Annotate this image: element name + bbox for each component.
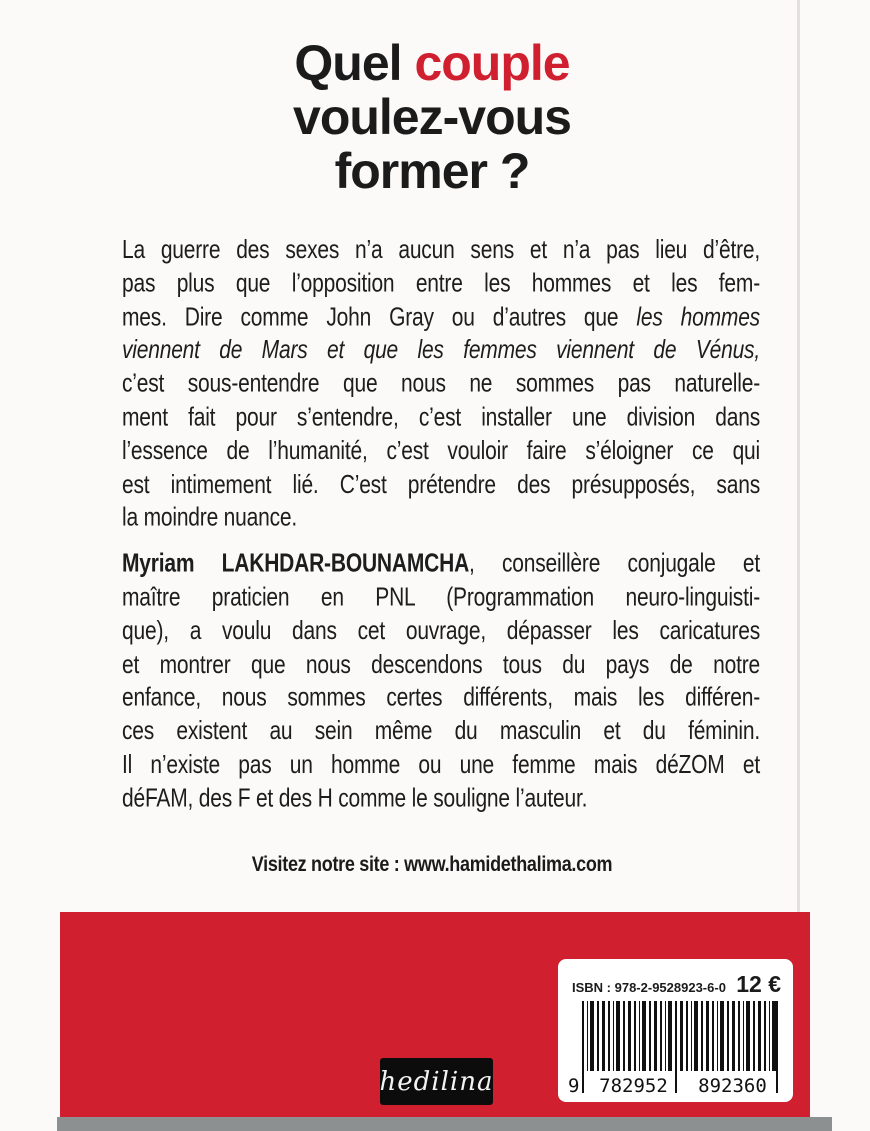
body-text [122, 234, 760, 828]
text-line: Il n’existe pas un homme ou une femme mais déZOM et [122, 750, 760, 779]
barcode-guard-right [776, 1001, 778, 1093]
isbn-label: ISBN : 978-2-9528923-6-0 [572, 980, 726, 995]
barcode-guard-left [582, 1001, 584, 1093]
text-line: l’essence de l’humanité, c’est vouloir faire s’éloigner ce qui [122, 436, 760, 465]
isbn-row [572, 971, 781, 998]
text-line: ces existent au sein même du masculin et du féminin. [122, 716, 760, 746]
text-line: maître praticien en PNL (Programmation neuro-linguisti- [122, 582, 760, 612]
isbn-box [558, 959, 793, 1102]
barcode-digit-first: 9 [568, 1075, 580, 1097]
barcode-bars-icon [582, 1001, 778, 1073]
title-block [27, 36, 837, 198]
text-line: la moindre nuance. [122, 503, 298, 532]
paragraph-1 [122, 234, 760, 535]
title-segment: Quel [294, 35, 415, 91]
text-line: que), a voulu dans cet ouvrage, dépasser les caricatures [122, 616, 760, 645]
title-line-3: former ? [334, 143, 530, 199]
text-line: enfance, nous sommes certes différents, mais les différen- [122, 683, 760, 712]
text-line: Myriam LAKHDAR-BOUNAMCHA, conseillère conjugale et [122, 549, 760, 578]
paragraph-2 [122, 548, 760, 816]
title-segment: couple [414, 35, 570, 91]
text-line: ment fait pour s’entendre, c’est installer une division dans [122, 402, 760, 432]
publisher-logo [380, 1058, 493, 1105]
barcode-guard-middle [675, 1001, 677, 1093]
text-line: est intimement lié. C’est prétendre des présupposés, sans [122, 469, 760, 499]
text-line: pas plus que l’opposition entre les hommes et les fem- [122, 268, 760, 298]
text-line: mes. Dire comme John Gray ou d’autres que les hommes [122, 302, 760, 331]
text-line: La guerre des sexes n’a aucun sens et n’a pas lieu d’être, [122, 235, 760, 264]
text-line: déFAM, des F et des H comme le souligne l’auteur. [122, 783, 588, 813]
text-line: et montrer que nous descendons tous du pays de notre [122, 649, 760, 679]
barcode-digit-group-2: 892360 [698, 1075, 767, 1097]
price-label: 12 € [736, 971, 781, 997]
title-line-2: voulez-vous [293, 89, 571, 145]
bottom-gray-strip [57, 1117, 832, 1131]
text-line: viennent de Mars et que les femmes viennent de Vénus, [122, 335, 760, 365]
barcode-digit-group-1: 782952 [599, 1075, 668, 1097]
barcode [568, 1001, 782, 1097]
publisher-name: hedilina [379, 1066, 494, 1097]
title-line-1 [27, 36, 837, 90]
website-line: Visitez notre site : www.hamidethalima.com [251, 852, 613, 876]
text-line: c’est sous-entendre que nous ne sommes pas naturelle- [122, 369, 760, 398]
